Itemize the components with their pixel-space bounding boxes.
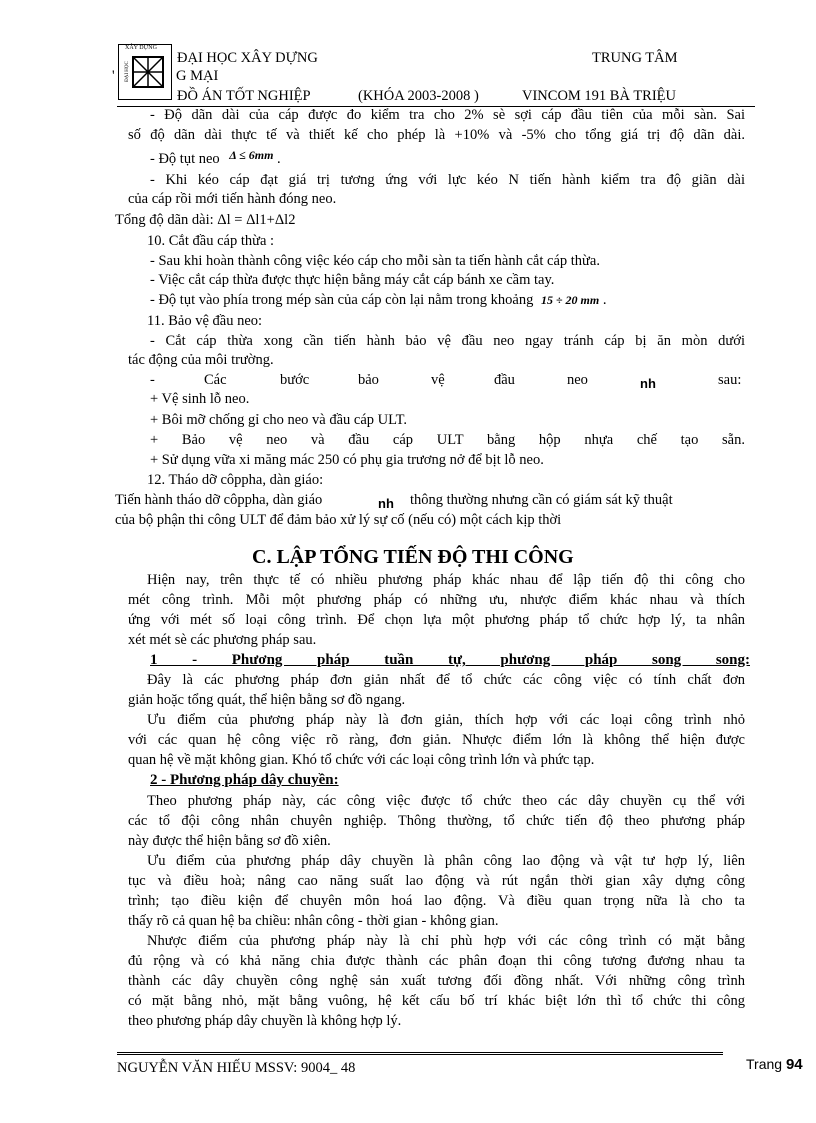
- body-line: số độ dãn dài thực tế và thiết kế cho phép là +10% và -5% cho tổng giá trị độ dãn dài.: [128, 127, 745, 143]
- body-line: Đây là các phương pháp đơn giản nhất để tổ chức các công việc có tính chất đơn: [147, 672, 745, 688]
- body-line: Nhược điểm của phương pháp này là chỉ phù hợp với các công trình có mặt bằng: [147, 933, 745, 949]
- footer-rule: [117, 1052, 723, 1055]
- body-line-part: thông thường nhưng cần có giám sát kỹ thuật: [410, 492, 673, 508]
- body-word: Các: [204, 372, 227, 388]
- body-line: - Sau khi hoàn thành công việc kéo cáp cho mỗi sàn ta tiến hành cắt cáp thừa.: [150, 253, 600, 269]
- header-course: (KHÓA 2003-2008 ): [358, 88, 479, 104]
- body-text: .: [602, 292, 607, 308]
- header-project-label: ĐỒ ÁN TỐT NGHIỆP: [177, 88, 311, 104]
- body-line: Tổng độ dãn dài: Δl = Δl1+Δl2: [115, 212, 296, 228]
- body-line: thấy rõ cả quan hệ ba chiều: nhân công - thời gian - không gian.: [128, 913, 499, 929]
- body-line: Ưu điểm của phương pháp này là đơn giản, thích hợp với các loại công trình nhỏ: [147, 712, 745, 728]
- body-line-part: Tiến hành tháo dỡ côppha, dàn giáo: [115, 492, 323, 508]
- body-line: theo phương pháp dây chuyền là không hợp lý.: [128, 1013, 402, 1029]
- body-line: quan hệ về mặt không gian. Khó tổ chức với các loại công trình lớn và phức tạp.: [128, 752, 595, 768]
- body-line: đủ rộng và có khả năng chia được thành các phân đoạn thi công tương đương nhau ta: [128, 953, 745, 969]
- body-line: 11. Bảo vệ đầu neo:: [147, 313, 263, 329]
- body-line: Theo phương pháp này, các công việc được tổ chức theo các dây chuyền cụ thể với: [147, 793, 745, 809]
- body-line: này được thể hiện bằng sơ đồ xiên.: [128, 833, 331, 849]
- body-line: - Việc cắt cáp thừa được thực hiện bằng máy cắt cáp bánh xe cầm tay.: [150, 272, 555, 288]
- body-line: + Bảo vệ neo và đầu cáp ULT bằng hộp nhựa chế tạo sẵn.: [150, 432, 745, 448]
- footer-author: NGUYỄN VĂN HIẾU MSSV: 9004_ 48: [117, 1060, 356, 1076]
- body-line: + Bôi mỡ chống gỉ cho neo và đầu cáp ULT.: [150, 412, 408, 428]
- body-line: tục và điều hoà; nâng cao năng suất lao động và rút ngắn thời gian xây dựng công: [128, 873, 745, 889]
- body-line: của cáp rồi mới tiến hành đóng neo.: [128, 191, 337, 207]
- logo-text-side: ĐẠI HỌC: [124, 61, 130, 82]
- header-wrap-mark: ': [112, 68, 115, 84]
- body-word: sau:: [718, 372, 742, 388]
- body-line: các tổ đội công nhân chuyên nghiệp. Thông thường, tổ chức tiến độ theo phương pháp: [128, 813, 745, 829]
- body-text: .: [277, 151, 281, 167]
- floating-text-box: nh: [378, 496, 394, 511]
- body-line: + Sử dụng vữa xi măng mác 250 có phụ gia trương nở để bịt lỗ neo.: [150, 452, 544, 468]
- body-line: - Độ dãn dài của cáp được đo kiểm tra cho 2% sè sợi cáp đầu tiên của mỗi sàn. Sai: [150, 107, 745, 123]
- section-heading: C. LẬP TỔNG TIẾN ĐỘ THI CÔNG: [252, 546, 574, 568]
- body-line: - Cắt cáp thừa xong cần tiến hành bảo vệ đầu neo ngay tránh cáp bị ăn mòn dưới: [150, 333, 745, 349]
- page-number: 94: [785, 1056, 803, 1073]
- body-line: giản hoặc tổng quát, thể hiện bằng sơ đồ ngang.: [128, 692, 406, 708]
- header-center: TRUNG TÂM: [592, 50, 678, 66]
- body-line: Hiện nay, trên thực tế có nhiều phương pháp khác nhau để lập tiến độ thi công cho: [147, 572, 745, 588]
- body-word: đầu: [494, 372, 515, 388]
- body-line: xét mét sè các phương pháp sau.: [128, 632, 317, 648]
- subheading: 1 - Phương pháp tuần tự, phương pháp song song:: [150, 652, 750, 668]
- body-line: thành các dây chuyền công nghệ sản xuất tương đối đồng nhất. Với những công trình: [128, 973, 745, 989]
- body-line: của bộ phận thi công ULT để đảm bảo xử lý sự cố (nếu có) một cách kịp thời: [115, 512, 562, 528]
- header-university: ĐẠI HỌC XÂY DỰNG: [177, 50, 318, 66]
- formula-anchor-slip: Δ ≤ 6mm: [229, 148, 274, 162]
- body-line: [150, 291, 606, 310]
- body-line: mét công trình. Mỗi một phương pháp có những ưu, nhược điểm khác nhau và thích: [128, 592, 745, 608]
- body-word: -: [150, 372, 155, 388]
- header-wrap-text: G MẠI: [176, 68, 219, 84]
- body-line: trình; tạo điều kiện để chuyên môn hoá lao động. Và điều quan trọng nữa là cho ta: [128, 893, 745, 909]
- body-line: có mặt bằng nhỏ, mặt bằng vuông, hệ kết cấu bố trí khác biệt lớn thì tổ chức thi công: [128, 993, 745, 1009]
- body-word: neo: [567, 372, 588, 388]
- body-word: bảo: [358, 372, 379, 388]
- body-text: - Độ tụt vào phía trong mép sàn của cáp còn lại nằm trong khoảng: [150, 292, 534, 308]
- page-label: Trang: [746, 1056, 783, 1072]
- body-line: [150, 150, 281, 169]
- header-project-name: VINCOM 191 BÀ TRIỆU: [522, 88, 676, 104]
- body-text: - Độ tụt neo: [150, 151, 220, 167]
- body-line: + Vệ sinh lỗ neo.: [150, 391, 250, 407]
- body-line: 12. Tháo dỡ côppha, dàn giáo:: [147, 472, 324, 488]
- body-line: Ưu điểm của phương pháp dây chuyền là phân công lao động và vật tư hợp lý, liên: [147, 853, 745, 869]
- logo-text-top: XÂY DỰNG: [125, 45, 157, 51]
- university-logo: [118, 44, 172, 100]
- body-line: với các quan hệ công việc rõ ràng, đơn giản. Nhược điểm lớn là không thể hiện được: [128, 732, 745, 748]
- body-word: vệ: [431, 372, 445, 388]
- floating-text-box: nh: [640, 376, 656, 391]
- body-line: tác động của môi trường.: [128, 352, 274, 368]
- page-indicator: [746, 1056, 803, 1073]
- body-line: ứng với mét số loại công trình. Để chọn lựa một phương pháp tổ chức hợp lý, ta nhân: [128, 612, 745, 628]
- body-line: - Khi kéo cáp đạt giá trị tương ứng với lực kéo N tiến hành kiểm tra độ giãn dài: [150, 172, 745, 188]
- body-line: 10. Cắt đầu cáp thừa :: [147, 233, 275, 249]
- subheading: 2 - Phương pháp dây chuyền:: [150, 772, 339, 788]
- body-word: bước: [280, 372, 310, 388]
- formula-range: 15 ÷ 20 mm: [540, 293, 600, 307]
